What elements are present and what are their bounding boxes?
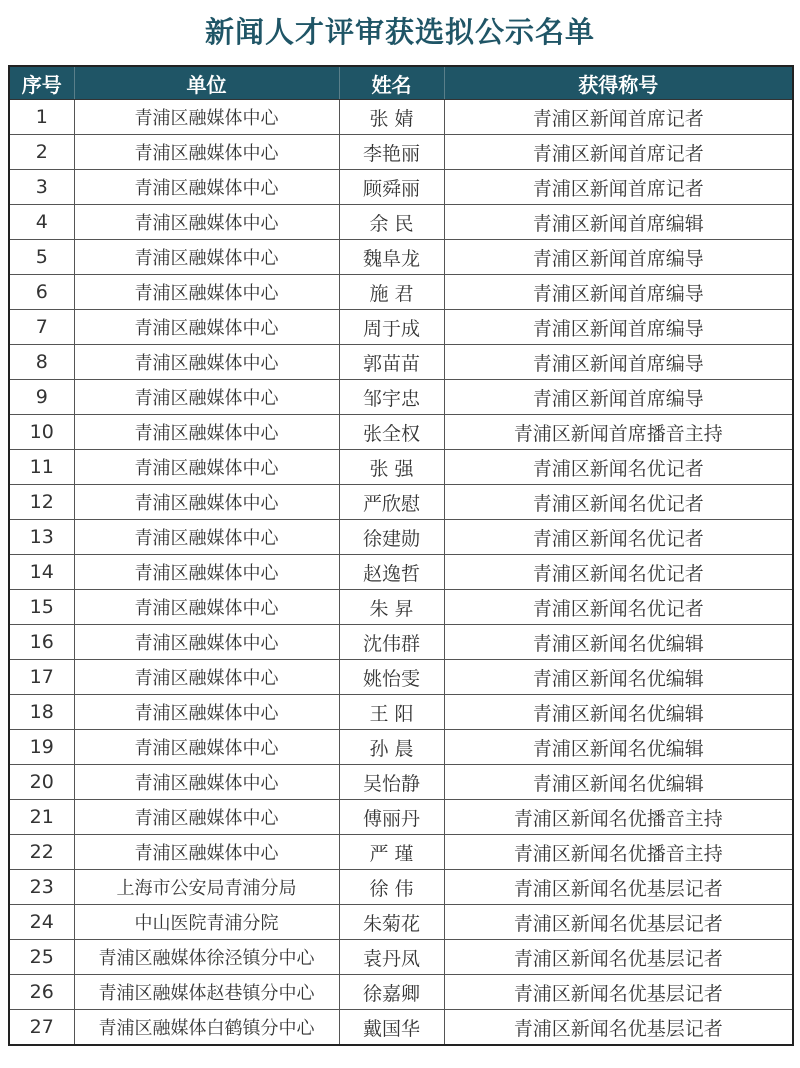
row-index: 22 [9, 835, 74, 870]
row-index: 3 [9, 170, 74, 205]
row-title: 青浦区新闻名优记者 [444, 520, 793, 555]
row-title: 青浦区新闻首席记者 [444, 170, 793, 205]
row-unit: 青浦区融媒体中心 [74, 415, 339, 450]
row-title: 青浦区新闻名优基层记者 [444, 870, 793, 905]
row-title: 青浦区新闻名优编辑 [444, 765, 793, 800]
table-row [9, 905, 793, 940]
row-unit: 青浦区融媒体中心 [74, 520, 339, 555]
column-header-title: 获得称号 [444, 66, 793, 100]
row-index: 14 [9, 555, 74, 590]
table-row [9, 240, 793, 275]
column-header-index: 序号 [9, 66, 74, 100]
row-index: 2 [9, 135, 74, 170]
row-index: 19 [9, 730, 74, 765]
table-row [9, 1010, 793, 1046]
row-title: 青浦区新闻名优编辑 [444, 730, 793, 765]
row-name: 沈伟群 [339, 625, 444, 660]
row-title: 青浦区新闻名优编辑 [444, 625, 793, 660]
row-title: 青浦区新闻名优基层记者 [444, 975, 793, 1010]
row-unit: 青浦区融媒体白鹤镇分中心 [74, 1010, 339, 1046]
table-row [9, 415, 793, 450]
table-row [9, 555, 793, 590]
row-title: 青浦区新闻首席记者 [444, 135, 793, 170]
row-title: 青浦区新闻首席编导 [444, 380, 793, 415]
row-name: 张 强 [339, 450, 444, 485]
row-index: 25 [9, 940, 74, 975]
row-name: 邹宇忠 [339, 380, 444, 415]
row-name: 李艳丽 [339, 135, 444, 170]
row-name: 余 民 [339, 205, 444, 240]
column-header-name: 姓名 [339, 66, 444, 100]
row-index: 21 [9, 800, 74, 835]
row-name: 顾舜丽 [339, 170, 444, 205]
row-title: 青浦区新闻首席编导 [444, 345, 793, 380]
row-title: 青浦区新闻首席记者 [444, 100, 793, 135]
table-body [9, 100, 793, 1046]
row-name: 徐建勋 [339, 520, 444, 555]
row-index: 24 [9, 905, 74, 940]
row-name: 吴怡静 [339, 765, 444, 800]
row-index: 8 [9, 345, 74, 380]
table-row [9, 170, 793, 205]
table-row [9, 660, 793, 695]
row-index: 26 [9, 975, 74, 1010]
row-title: 青浦区新闻名优播音主持 [444, 800, 793, 835]
roster-table [8, 65, 794, 1046]
row-title: 青浦区新闻名优记者 [444, 450, 793, 485]
row-name: 张 婧 [339, 100, 444, 135]
row-name: 施 君 [339, 275, 444, 310]
row-name: 严 瑾 [339, 835, 444, 870]
table-row [9, 450, 793, 485]
row-name: 傅丽丹 [339, 800, 444, 835]
row-unit: 青浦区融媒体中心 [74, 135, 339, 170]
row-unit: 青浦区融媒体中心 [74, 380, 339, 415]
row-title: 青浦区新闻名优基层记者 [444, 905, 793, 940]
row-title: 青浦区新闻首席编导 [444, 240, 793, 275]
row-name: 赵逸哲 [339, 555, 444, 590]
table-row [9, 975, 793, 1010]
row-name: 姚怡雯 [339, 660, 444, 695]
row-unit: 青浦区融媒体赵巷镇分中心 [74, 975, 339, 1010]
table-row [9, 275, 793, 310]
row-title: 青浦区新闻首席编辑 [444, 205, 793, 240]
row-index: 18 [9, 695, 74, 730]
table-row [9, 100, 793, 135]
table-row [9, 765, 793, 800]
row-unit: 青浦区融媒体中心 [74, 450, 339, 485]
table-row [9, 625, 793, 660]
row-unit: 青浦区融媒体中心 [74, 730, 339, 765]
row-unit: 青浦区融媒体中心 [74, 485, 339, 520]
row-index: 7 [9, 310, 74, 345]
row-unit: 青浦区融媒体中心 [74, 765, 339, 800]
row-name: 袁丹凤 [339, 940, 444, 975]
row-unit: 青浦区融媒体中心 [74, 100, 339, 135]
row-name: 严欣慰 [339, 485, 444, 520]
table-row [9, 835, 793, 870]
column-header-unit: 单位 [74, 66, 339, 100]
row-title: 青浦区新闻名优记者 [444, 485, 793, 520]
row-name: 魏阜龙 [339, 240, 444, 275]
row-title: 青浦区新闻名优基层记者 [444, 1010, 793, 1046]
row-unit: 上海市公安局青浦分局 [74, 870, 339, 905]
row-unit: 青浦区融媒体中心 [74, 170, 339, 205]
row-index: 23 [9, 870, 74, 905]
row-unit: 青浦区融媒体中心 [74, 345, 339, 380]
row-unit: 中山医院青浦分院 [74, 905, 339, 940]
row-index: 4 [9, 205, 74, 240]
row-name: 徐 伟 [339, 870, 444, 905]
row-name: 孙 晨 [339, 730, 444, 765]
row-unit: 青浦区融媒体中心 [74, 240, 339, 275]
row-index: 17 [9, 660, 74, 695]
row-index: 15 [9, 590, 74, 625]
row-title: 青浦区新闻名优播音主持 [444, 835, 793, 870]
row-name: 朱菊花 [339, 905, 444, 940]
table-row [9, 695, 793, 730]
row-index: 11 [9, 450, 74, 485]
row-unit: 青浦区融媒体徐泾镇分中心 [74, 940, 339, 975]
row-index: 12 [9, 485, 74, 520]
row-unit: 青浦区融媒体中心 [74, 205, 339, 240]
table-row [9, 310, 793, 345]
row-unit: 青浦区融媒体中心 [74, 275, 339, 310]
row-title: 青浦区新闻首席编导 [444, 275, 793, 310]
row-title: 青浦区新闻首席播音主持 [444, 415, 793, 450]
row-title: 青浦区新闻名优记者 [444, 555, 793, 590]
row-index: 16 [9, 625, 74, 660]
table-header-row [9, 66, 793, 100]
row-title: 青浦区新闻名优编辑 [444, 660, 793, 695]
row-unit: 青浦区融媒体中心 [74, 660, 339, 695]
row-unit: 青浦区融媒体中心 [74, 835, 339, 870]
table-row [9, 730, 793, 765]
table-row [9, 940, 793, 975]
table-row [9, 590, 793, 625]
row-index: 27 [9, 1010, 74, 1046]
table-row [9, 800, 793, 835]
table-row [9, 345, 793, 380]
row-unit: 青浦区融媒体中心 [74, 590, 339, 625]
table-row [9, 485, 793, 520]
row-index: 1 [9, 100, 74, 135]
row-name: 徐嘉卿 [339, 975, 444, 1010]
table-row [9, 520, 793, 555]
row-unit: 青浦区融媒体中心 [74, 555, 339, 590]
row-index: 5 [9, 240, 74, 275]
row-unit: 青浦区融媒体中心 [74, 800, 339, 835]
row-name: 戴国华 [339, 1010, 444, 1046]
row-name: 朱 昇 [339, 590, 444, 625]
table-row [9, 380, 793, 415]
table-row [9, 870, 793, 905]
row-index: 6 [9, 275, 74, 310]
row-unit: 青浦区融媒体中心 [74, 625, 339, 660]
row-name: 张全权 [339, 415, 444, 450]
page-title: 新闻人才评审获选拟公示名单 [204, 15, 595, 49]
row-title: 青浦区新闻名优基层记者 [444, 940, 793, 975]
row-title: 青浦区新闻名优记者 [444, 590, 793, 625]
row-unit: 青浦区融媒体中心 [74, 310, 339, 345]
table-row [9, 205, 793, 240]
row-index: 13 [9, 520, 74, 555]
row-title: 青浦区新闻名优编辑 [444, 695, 793, 730]
row-index: 10 [9, 415, 74, 450]
row-title: 青浦区新闻首席编导 [444, 310, 793, 345]
table-row [9, 135, 793, 170]
row-name: 郭苗苗 [339, 345, 444, 380]
row-name: 王 阳 [339, 695, 444, 730]
row-name: 周于成 [339, 310, 444, 345]
row-index: 9 [9, 380, 74, 415]
row-unit: 青浦区融媒体中心 [74, 695, 339, 730]
row-index: 20 [9, 765, 74, 800]
